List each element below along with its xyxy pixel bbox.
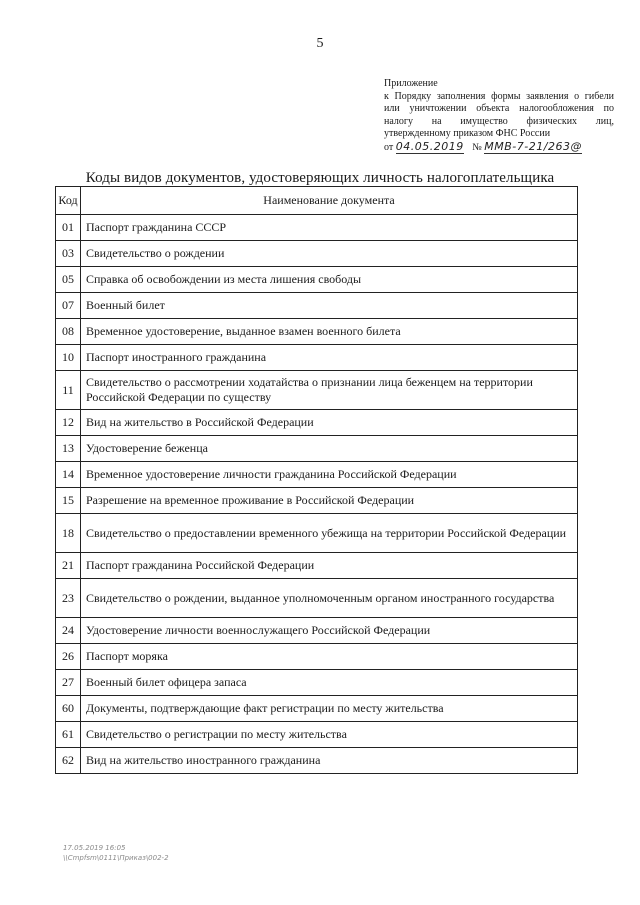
- page-number: 5: [316, 36, 324, 51]
- row-name: Справка об освобождении из места лишения свободы: [81, 267, 578, 293]
- header-code: Код: [56, 187, 81, 215]
- table-row: [56, 670, 578, 696]
- row-code: 24: [56, 618, 81, 644]
- table-row: [56, 696, 578, 722]
- header-name: Наименование документа: [81, 187, 578, 215]
- row-code: 26: [56, 644, 81, 670]
- order-number: ММВ-7-21/263@: [484, 139, 582, 153]
- row-name: Временное удостоверение, выданное взамен военного билета: [81, 319, 578, 345]
- order-date: 04.05.2019: [395, 139, 464, 153]
- row-name: Паспорт моряка: [81, 644, 578, 670]
- row-code: 14: [56, 462, 81, 488]
- footer-path: \\Cmpfsm\0111\Приказ\002-2: [63, 854, 169, 862]
- row-name: Удостоверение беженца: [81, 436, 578, 462]
- print-footer: [63, 843, 169, 863]
- row-code: 62: [56, 748, 81, 774]
- row-name: Свидетельство о рождении, выданное уполномоченным органом иностранного государства: [81, 579, 578, 618]
- table-row: [56, 488, 578, 514]
- row-code: 05: [56, 267, 81, 293]
- row-name: Свидетельство о рождении: [81, 241, 578, 267]
- table-row: [56, 293, 578, 319]
- row-name: Удостоверение личности военнослужащего Российской Федерации: [81, 618, 578, 644]
- row-name: Паспорт гражданина Российской Федерации: [81, 553, 578, 579]
- table-row: [56, 319, 578, 345]
- row-code: 15: [56, 488, 81, 514]
- table-row: [56, 410, 578, 436]
- row-name: Свидетельство о регистрации по месту жительства: [81, 722, 578, 748]
- table-row: [56, 241, 578, 267]
- table-row: [56, 722, 578, 748]
- row-name: Военный билет: [81, 293, 578, 319]
- table-row: [56, 215, 578, 241]
- row-name: Свидетельство о предоставлении временного убежища на территории Российской Федерации: [81, 514, 578, 553]
- table-row: [56, 462, 578, 488]
- appendix-text-line: налогу на имущество физических лиц,: [384, 115, 614, 127]
- appendix-text-line: или уничтожении объекта налогообложения по: [384, 103, 614, 114]
- row-code: 23: [56, 579, 81, 618]
- row-name: Документы, подтверждающие факт регистрации по месту жительства: [81, 696, 578, 722]
- row-code: 03: [56, 241, 81, 267]
- row-name: Паспорт иностранного гражданина: [81, 345, 578, 371]
- row-name: Разрешение на временное проживание в Российской Федерации: [81, 488, 578, 514]
- document-title: Коды видов документов, удостоверяющих личность налогоплательщика: [85, 170, 555, 186]
- row-code: 12: [56, 410, 81, 436]
- table-row: [56, 618, 578, 644]
- row-code: 21: [56, 553, 81, 579]
- row-code: 13: [56, 436, 81, 462]
- row-code: 11: [56, 371, 81, 410]
- table-row: [56, 267, 578, 293]
- row-name: Военный билет офицера запаса: [81, 670, 578, 696]
- row-name: Вид на жительство в Российской Федерации: [81, 410, 578, 436]
- table-row: [56, 371, 578, 410]
- appendix-text-line: к Порядку заполнения формы заявления о гибели: [384, 90, 614, 102]
- row-code: 27: [56, 670, 81, 696]
- order-reference: [384, 141, 614, 155]
- table-row: [56, 514, 578, 553]
- table-row: [56, 436, 578, 462]
- row-code: 10: [56, 345, 81, 371]
- row-code: 07: [56, 293, 81, 319]
- appendix-block: [384, 78, 614, 154]
- appendix-text-line: утвержденному приказом ФНС России: [384, 128, 551, 139]
- appendix-title: Приложение: [384, 78, 438, 89]
- table-row: [56, 345, 578, 371]
- row-code: 01: [56, 215, 81, 241]
- table-row: [56, 644, 578, 670]
- order-number-prefix: №: [472, 141, 482, 153]
- row-name: Свидетельство о рассмотрении ходатайства о признании лица беженцем на территории Российской Федерации по существу: [81, 371, 578, 410]
- table-row: [56, 553, 578, 579]
- table-row: [56, 748, 578, 774]
- table-header-row: [56, 187, 578, 215]
- table-row: [56, 579, 578, 618]
- row-code: 18: [56, 514, 81, 553]
- footer-timestamp: 17.05.2019 16:05: [63, 844, 126, 852]
- row-name: Паспорт гражданина СССР: [81, 215, 578, 241]
- order-from-prefix: от: [384, 141, 394, 153]
- row-code: 08: [56, 319, 81, 345]
- row-name: Вид на жительство иностранного гражданина: [81, 748, 578, 774]
- row-code: 61: [56, 722, 81, 748]
- row-code: 60: [56, 696, 81, 722]
- document-codes-table: [55, 186, 578, 774]
- row-name: Временное удостоверение личности гражданина Российской Федерации: [81, 462, 578, 488]
